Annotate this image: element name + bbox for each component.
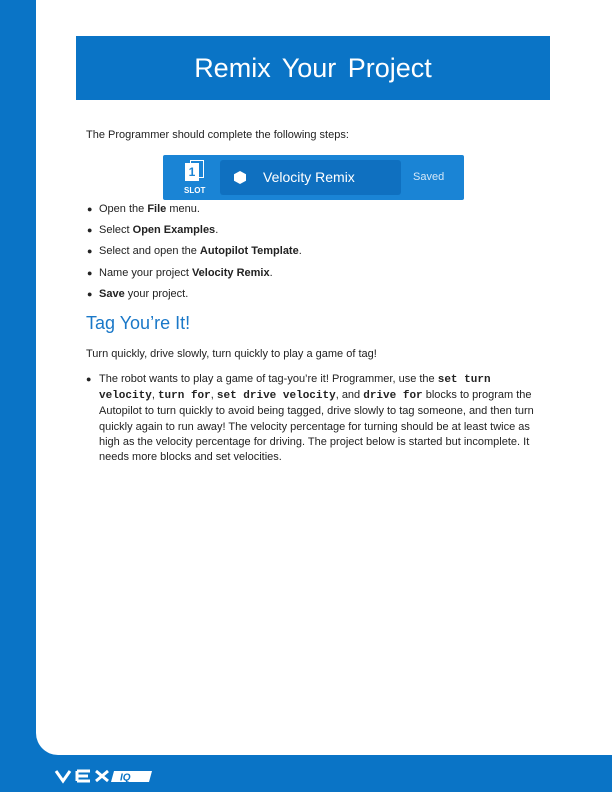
project-slot-bar: [163, 155, 464, 200]
list-item: ● Save your project.: [86, 285, 546, 306]
code-turn-for: turn for: [157, 390, 211, 403]
code-set-turn-velocity: set turn velocity: [99, 374, 491, 403]
bullet-icon: ●: [87, 288, 93, 299]
section-paragraph: Turn quickly, drive slowly, turn quickly to play a game of tag!: [86, 348, 377, 360]
steps-list: [86, 200, 546, 306]
bullet-icon: ●: [86, 374, 92, 384]
bullet-icon: ●: [87, 246, 93, 257]
slot-label: SLOT: [184, 186, 206, 195]
list-item: ● Open the File menu.: [86, 200, 546, 221]
slot-selector[interactable]: [171, 159, 213, 197]
title-banner: [76, 36, 550, 100]
section-heading: Tag You’re It!: [86, 313, 191, 333]
project-name: Velocity Remix: [263, 169, 355, 185]
svg-text:IQ: IQ: [120, 772, 131, 784]
project-name-field[interactable]: [220, 160, 401, 195]
save-status: Saved: [413, 171, 445, 183]
intro-text: The Programmer should complete the following steps:: [86, 129, 349, 141]
vex-iq-logo: [54, 766, 154, 786]
slot-number: 1: [185, 163, 199, 181]
page-title: Remix Your Project: [194, 52, 432, 83]
bullet-icon: ●: [87, 225, 93, 236]
project-hexagon-icon: [234, 171, 246, 184]
code-set-drive-velocity: set drive velocity: [216, 390, 336, 403]
list-item: ● Name your project Velocity Remix.: [86, 264, 546, 285]
bullet-icon: ●: [87, 204, 93, 214]
bullet-icon: ●: [87, 267, 93, 278]
task-paragraph: ● The robot wants to play a game of tag-you’re it! Programmer, use the set turn velocity, turn for, set drive velocity, and drive for blocks to program the Autopilot to turn quickly to avoid being tagged, drive slowly to tag someone, and then turn quickly again to run away! The velocity percentage for turning should be at least twice as high as the velocity percentage for driving. The project below is started but incomplete. It needs more blocks and set velocities.: [86, 373, 534, 464]
code-drive-for: drive for: [363, 390, 423, 403]
list-item: ● Select Open Examples.: [86, 221, 546, 242]
list-item: ● Select and open the Autopilot Template.: [86, 242, 546, 263]
